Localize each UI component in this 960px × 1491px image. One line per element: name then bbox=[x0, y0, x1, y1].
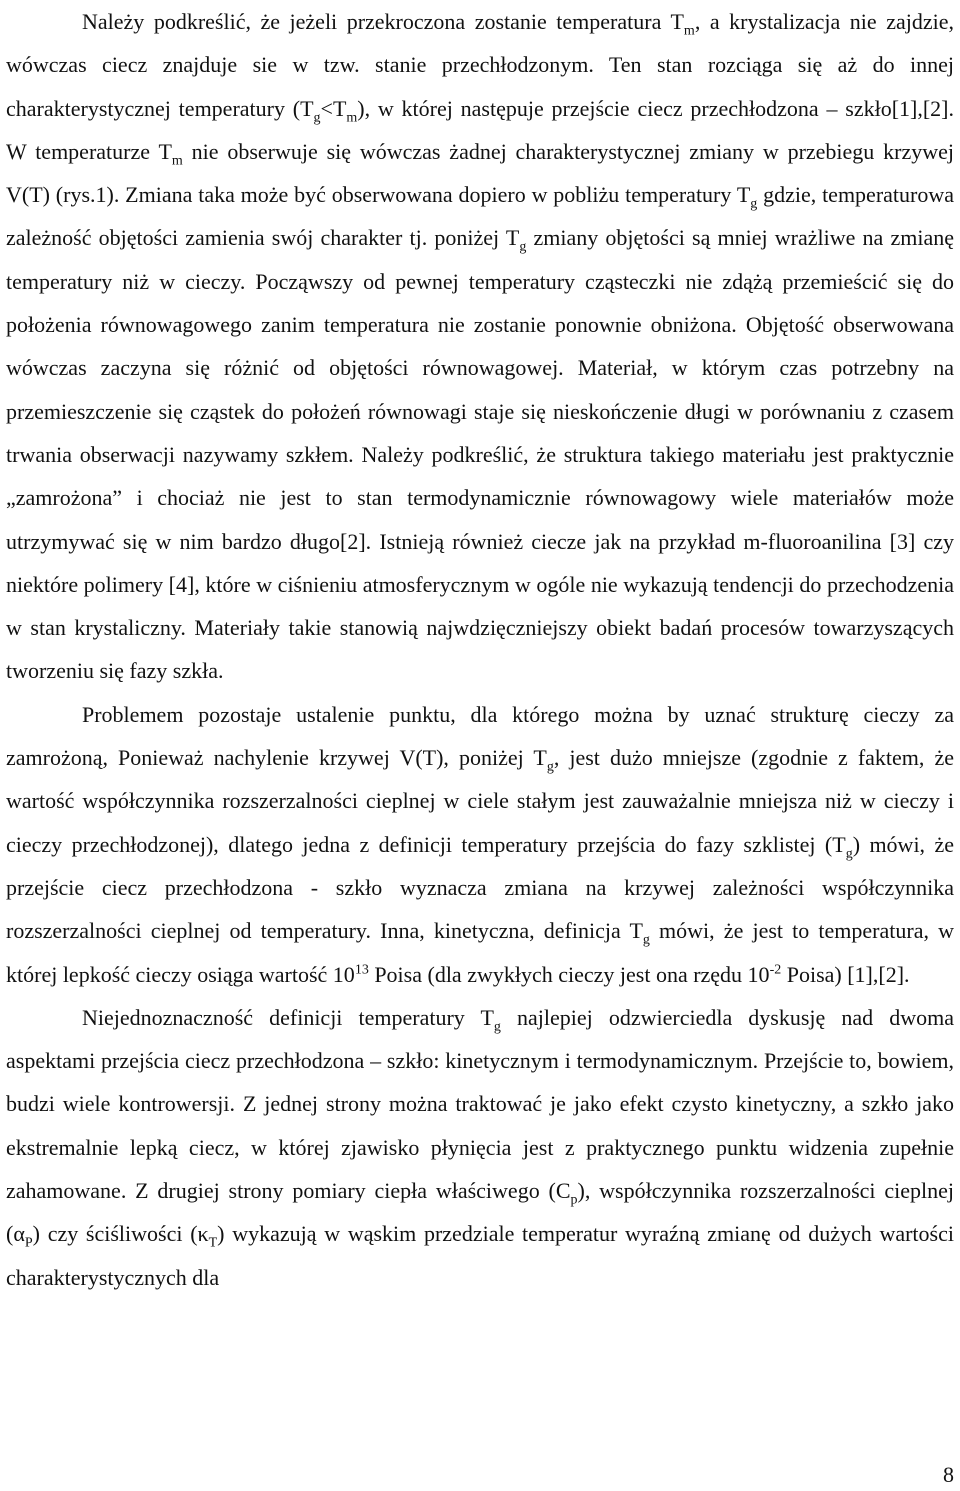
paragraph-frozen-structure bbox=[6, 693, 954, 996]
subscript: m bbox=[171, 153, 183, 169]
text-run: ) wykazują w wąskim przedziale temperatur wyraźną zmianę od dużych wartości charakterystycznych dla bbox=[6, 1221, 954, 1290]
subscript: g bbox=[546, 759, 554, 775]
text-run: mówi, że jest to temperatura, w której lepkość cieczy osiąga wartość 10 bbox=[6, 918, 954, 987]
text-run: , jest dużo mniejsze (zgodnie z faktem, że wartość współczynnika rozszerzalności cieplnej w ciele stałym jest zauważalnie mniejsza niż w cieczy i cieczy przechłodzonej), dlatego jedna z definicji temperatury przejścia do fazy szklistej (T bbox=[6, 745, 954, 857]
subscript: m bbox=[346, 109, 358, 125]
page-number: 8 bbox=[943, 1462, 954, 1487]
text-run: zmiany objętości są mniej wrażliwe na zmianę temperatury niż w cieczy. Począwszy od pewnej temperatury cząsteczki nie zdążą przemieścić się do położenia równowagowego zanim temperatura nie zostanie ponownie obniżona. Objętość obserwowana wówczas zaczyna się różnić od objętości równowagowej. Materiał, w którym czas potrzebny na przemieszczenie się cząstek do położeń równowagi staje się nieskończenie długi w porównaniu z czasem trwania obserwacji nazywamy szkłem. Należy podkreślić, że struktura takiego materiału jest praktycznie „zamrożona” i chociaż nie jest to stan termodynamicznie równowagowy wiele materiałów może utrzymywać się w nim bardzo długo[2]. Istnieją również ciecze jak na przykład m-fluoroanilina [3] czy niektóre polimery [4], które w ciśnieniu atmosferycznym w ogóle nie wykazują tendencji do przechodzenia w stan krystaliczny. Materiały takie stanowią najwdzięczniejszy obiekt badań procesów towarzyszących tworzeniu się fazy szkła. bbox=[6, 225, 954, 684]
subscript: g bbox=[313, 109, 321, 125]
subscript: m bbox=[683, 23, 695, 39]
text-run: gdzie, temperaturowa zależność objętości zamienia swój charakter tj. poniżej T bbox=[6, 182, 955, 251]
document-page bbox=[6, 0, 954, 1299]
subscript: g bbox=[642, 932, 650, 948]
superscript: -2 bbox=[769, 962, 782, 978]
subscript: g bbox=[845, 846, 853, 862]
subscript: g bbox=[750, 196, 758, 212]
body-text bbox=[6, 0, 954, 1299]
text-run: nie obserwuje się wówczas żadnej charakterystycznej zmiany w przebiegu krzywej V(T) (rys.1). Zmiana taka może być obserwowana dopiero w pobliżu temperatury T bbox=[6, 138, 954, 208]
paragraph-supercooled-liquid bbox=[6, 0, 954, 693]
text-run: najlepiej odzwierciedla dyskusję nad dwoma aspektami przejścia ciecz przechłodzona – szkło: kinetycznym i termodynamicznym. Przejście to, bowiem, budzi wiele kontrowersji. Z jednej strony można traktować je jako efekt czysto kinetyczny, a szkło jako ekstremalnie lepką ciecz, w której zjawisko płynięcia jest z praktycznego punktu widzenia zupełnie zahamowane. Z drugiej strony pomiary ciepła właściwego (C bbox=[6, 1004, 954, 1204]
text-run: ) mówi, że przejście ciecz przechłodzona - szkło wyznacza zmiana na krzywej zależności współczynnika rozszerzalności cieplnej od temperatury. Inna, kinetyczna, definicja T bbox=[6, 831, 955, 944]
subscript: g bbox=[519, 239, 527, 255]
text-run: ), w której następuje przejście ciecz przechłodzona – szkło[1],[2]. W temperaturze T bbox=[6, 95, 954, 164]
text-run: Poisa) [1],[2]. bbox=[781, 961, 910, 987]
text-run: , a krystalizacja nie zajdzie, wówczas ciecz znajduje sie w tzw. stanie przechłodzonym. Ten stan rozciąga się aż do innej charakterystycznej temperatury (T bbox=[6, 9, 954, 121]
subscript: g bbox=[493, 1019, 501, 1035]
text-run: Poisa (dla zwykłych cieczy jest ona rzędu 10 bbox=[368, 961, 770, 987]
superscript: 13 bbox=[354, 962, 369, 978]
text-run: Problemem pozostaje ustalenie punktu, dla którego można by uznać strukturę cieczy za zamrożoną, Ponieważ nachylenie krzywej V(T), poniżej T bbox=[6, 701, 954, 771]
paragraph-ambiguity bbox=[6, 996, 954, 1299]
subscript: P bbox=[24, 1235, 33, 1251]
text-run: Niejednoznaczność definicji temperatury T bbox=[82, 1004, 494, 1030]
subscript: T bbox=[208, 1235, 218, 1251]
subscript: p bbox=[570, 1192, 578, 1208]
text-run: Należy podkreślić, że jeżeli przekroczona zostanie temperatura T bbox=[82, 9, 684, 34]
text-run: ) czy ściśliwości (κ bbox=[32, 1221, 209, 1247]
text-run: <T bbox=[320, 95, 347, 121]
text-run: ), współczynnika rozszerzalności cieplnej (α bbox=[6, 1178, 954, 1247]
